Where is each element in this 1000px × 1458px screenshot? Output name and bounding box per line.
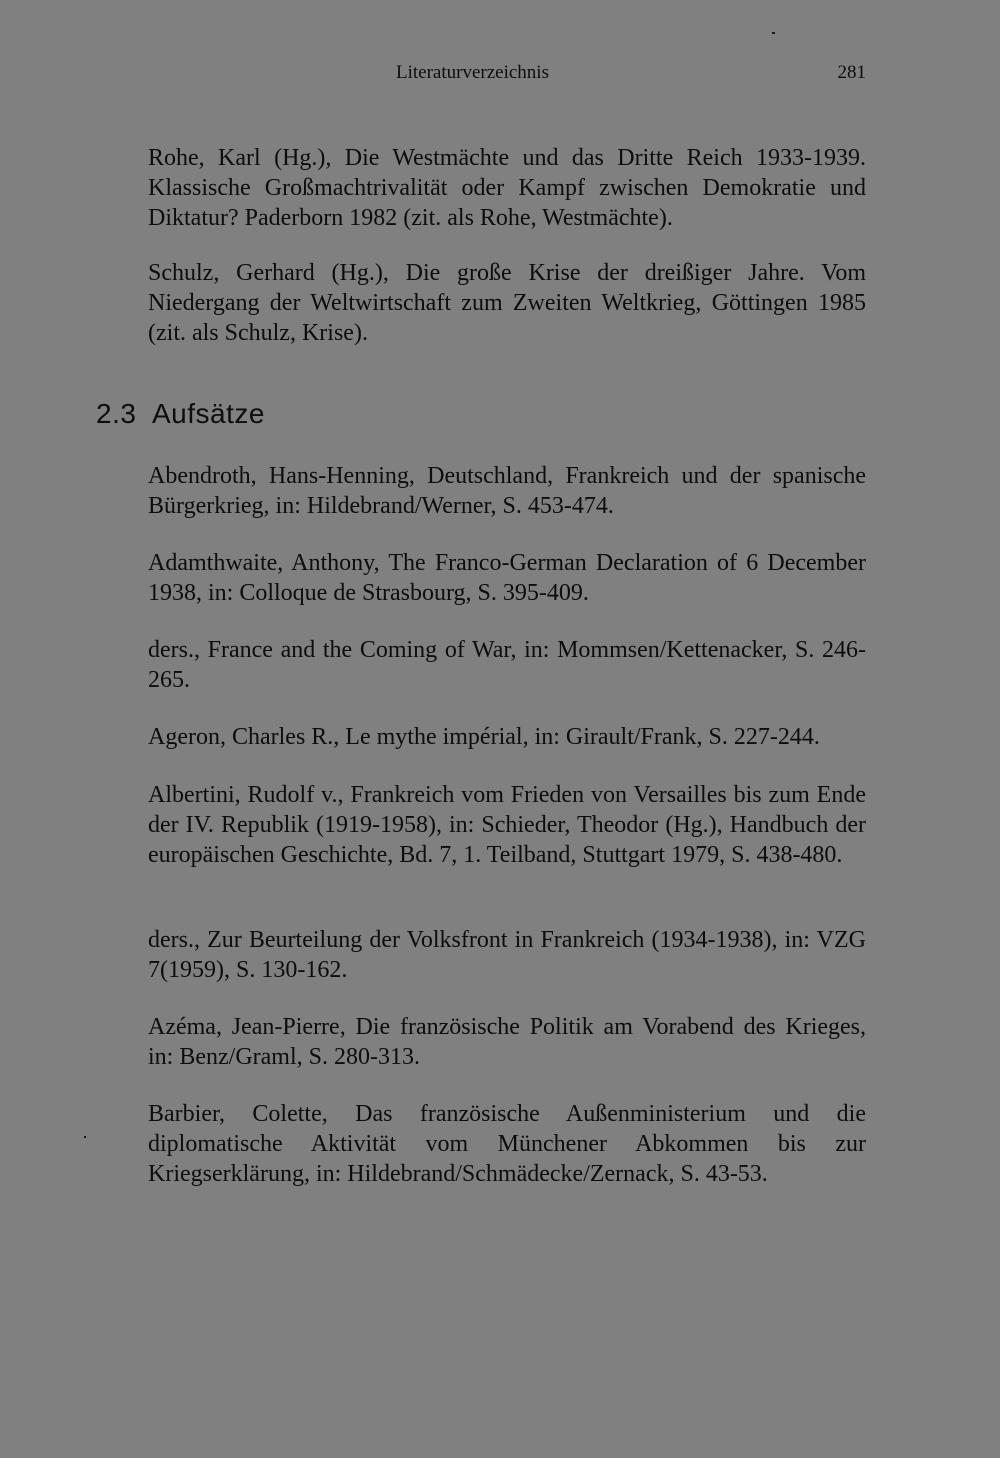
scan-speck [772, 32, 775, 34]
bibliography-entry: Barbier, Colette, Das französische Außenministerium und die diplomatische Aktivität vom Münchener Abkommen bis zur Kriegserklärung, in: Hildebrand/Schmädecke/Zernack, S. 43-53. [148, 1101, 866, 1187]
running-head-title: Literaturverzeichnis [396, 62, 549, 83]
bibliography-entry: Ageron, Charles R., Le mythe impérial, in: Girault/Frank, S. 227-244. [148, 724, 820, 750]
bibliography-entry: Rohe, Karl (Hg.), Die Westmächte und das Dritte Reich 1933-1939. Klassische Großmachtrivalität oder Kampf zwischen Demokratie und Diktatur? Paderborn 1982 (zit. als Rohe, Westmächte). [148, 145, 866, 231]
bibliography-entry: Adamthwaite, Anthony, The Franco-German Declaration of 6 December 1938, in: Colloque de Strasbourg, S. 395-409. [148, 550, 866, 606]
bibliography-entry: Azéma, Jean-Pierre, Die französische Politik am Vorabend des Krieges, in: Benz/Graml, S. 280-313. [148, 1014, 866, 1070]
bibliography-entry: ders., Zur Beurteilung der Volksfront in Frankreich (1934-1938), in: VZG 7(1959), S. 130-162. [148, 927, 866, 983]
bibliography-entry: ders., France and the Coming of War, in: Mommsen/Kettenacker, S. 246-265. [148, 637, 866, 693]
bibliography-entry: Albertini, Rudolf v., Frankreich vom Frieden von Versailles bis zum Ende der IV. Republik (1919-1958), in: Schieder, Theodor (Hg.), Handbuch der europäischen Geschichte, Bd. 7, 1. Teilband, Stuttgart 1979, S. 438-480. [148, 782, 866, 868]
bibliography-entry: Schulz, Gerhard (Hg.), Die große Krise der dreißiger Jahre. Vom Niedergang der Weltwirtschaft zum Zweiten Weltkrieg, Göttingen 1985 (zit. als Schulz, Krise). [148, 260, 866, 346]
section-title: Aufsätze [152, 398, 265, 429]
bibliography-entry: Abendroth, Hans-Henning, Deutschland, Frankreich und der spanische Bürgerkrieg, in: Hildebrand/Werner, S. 453-474. [148, 463, 866, 519]
section-heading [96, 398, 265, 430]
running-head [396, 62, 866, 90]
page-number: 281 [837, 62, 866, 83]
scan-speck [84, 1136, 86, 1138]
section-number: 2.3 [96, 398, 137, 429]
